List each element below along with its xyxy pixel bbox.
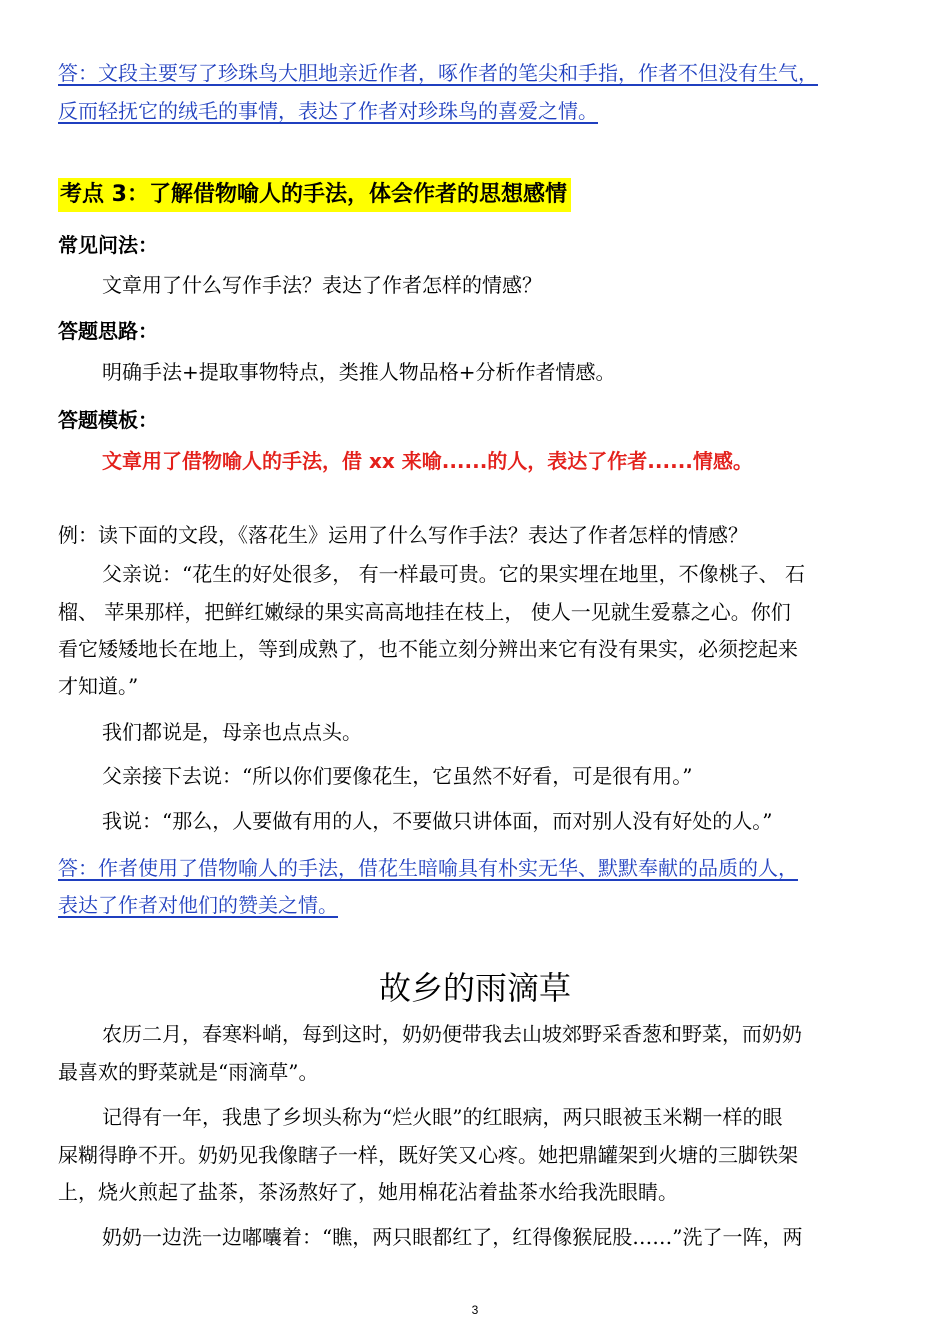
- story-line-4: 屎糊得睁不开。奶奶见我像瞎子一样，既好笑又心疼。她把鼎罐架到火塘的三脚铁架: [58, 1143, 798, 1167]
- story-line-5: 上，烧火煎起了盐茶，茶汤熬好了，她用棉花沾着盐茶水给我洗眼睛。: [58, 1180, 678, 1204]
- passage-line-2: 榴、 苹果那样，把鲜红嫩绿的果实高高地挂在枝上， 使人一见就生爱慕之心。你们: [58, 600, 791, 624]
- passage-line-1: 父亲说：“花生的好处很多， 有一样最可贵。它的果实埋在地里，不像桃子、 石: [102, 562, 805, 586]
- answer-2-line-2: 表达了作者对他们的赞美之情。: [58, 893, 338, 917]
- passage-line-4: 才知道。”: [58, 674, 139, 698]
- section-heading: 考点 3：了解借物喻人的手法，体会作者的思想感情: [58, 178, 571, 212]
- passage-paragraph-2: 我们都说是，母亲也点点头。: [102, 720, 362, 744]
- page-number: 3: [471, 1303, 479, 1317]
- passage-paragraph-4: 我说：“那么，人要做有用的人，不要做只讲体面，而对别人没有好处的人。”: [102, 809, 773, 833]
- example-question: 例：读下面的文段，《落花生》运用了什么写作手法？表达了作者怎样的情感？: [58, 523, 748, 547]
- common-question-text: 文章用了什么写作手法？表达了作者怎样的情感？: [102, 273, 542, 297]
- story-line-2: 最喜欢的野菜就是“雨滴草”。: [58, 1060, 319, 1084]
- answer-1-line-1: 答：文段主要写了珍珠鸟大胆地亲近作者，啄作者的笔尖和手指，作者不但没有生气，: [58, 61, 818, 85]
- answer-1-line-2: 反而轻抚它的绒毛的事情，表达了作者对珍珠鸟的喜爱之情。: [58, 99, 598, 123]
- passage-line-3: 看它矮矮地长在地上，等到成熟了，也不能立刻分辨出来它有没有果实，必须挖起来: [58, 637, 798, 661]
- answer-template: 文章用了借物喻人的手法，借 xx 来喻......的人，表达了作者......情感。: [102, 449, 753, 473]
- approach-text: 明确手法+提取事物特点，类推人物品格+分析作者情感。: [102, 360, 616, 384]
- approach-label: 答题思路：: [58, 319, 158, 343]
- story-line-3: 记得有一年，我患了乡坝头称为“烂火眼”的红眼病，两只眼被玉米糊一样的眼: [102, 1105, 783, 1129]
- common-question-label: 常见问法：: [58, 233, 158, 257]
- story-line-6: 奶奶一边洗一边嘟囔着：“瞧，两只眼都红了，红得像猴屁股……”洗了一阵，两: [102, 1225, 803, 1249]
- story-line-1: 农历二月，春寒料峭，每到这时，奶奶便带我去山坡郊野采香葱和野菜，而奶奶: [102, 1022, 802, 1046]
- passage-paragraph-3: 父亲接下去说：“所以你们要像花生，它虽然不好看，可是很有用。”: [102, 764, 693, 788]
- answer-2-line-1: 答：作者使用了借物喻人的手法，借花生暗喻具有朴实无华、默默奉献的品质的人，: [58, 856, 798, 880]
- story-title: 故乡的雨滴草: [378, 969, 571, 1007]
- template-label: 答题模板：: [58, 408, 158, 432]
